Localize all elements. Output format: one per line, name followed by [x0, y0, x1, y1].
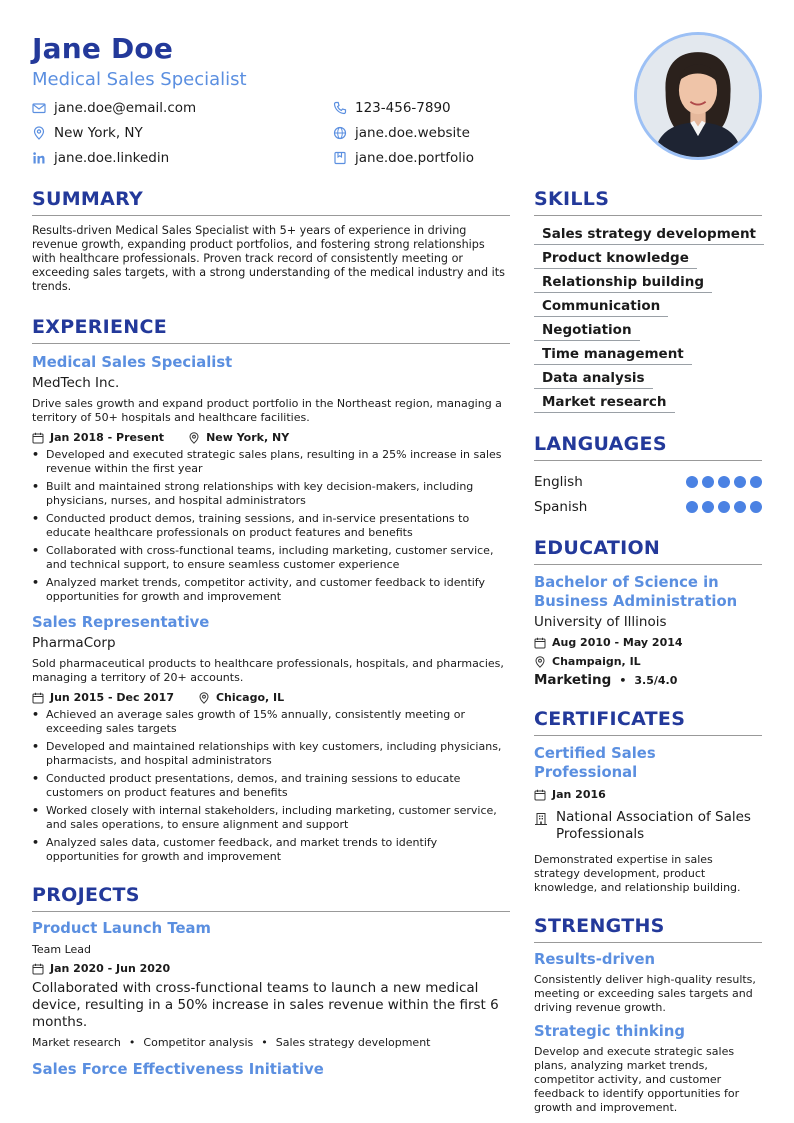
- languages-heading: LANGUAGES: [534, 433, 762, 461]
- education-section: [534, 537, 762, 688]
- proficiency-dot: [702, 476, 714, 488]
- school-name: University of Illinois: [534, 614, 667, 630]
- location-pin-icon: [534, 656, 546, 668]
- job-dates: Jan 2018 - Present: [50, 431, 165, 444]
- right-column: [534, 188, 762, 1115]
- projects-heading: PROJECTS: [32, 884, 510, 912]
- building-icon: [534, 812, 548, 826]
- contact-email[interactable]: [32, 100, 196, 116]
- certificates-heading: CERTIFICATES: [534, 708, 762, 736]
- certificates-section: [534, 708, 762, 895]
- globe-icon: [333, 126, 347, 140]
- job-meta: [32, 691, 510, 704]
- portfolio-icon: [333, 151, 347, 165]
- education-heading: EDUCATION: [534, 537, 762, 565]
- project-tag: Competitor analysis: [143, 1036, 254, 1049]
- job-company: MedTech Inc.: [32, 375, 120, 391]
- candidate-name: Jane Doe: [32, 32, 174, 65]
- language-row: [534, 469, 762, 494]
- proficiency-dot: [702, 501, 714, 513]
- skills-list: [534, 224, 762, 413]
- strength-entry: [534, 951, 762, 1015]
- strength-description: Develop and execute strategic sales plans, analyzing market trends, competitor activity, and customer feedback to identify opportunities for growth and improvement.: [534, 1045, 740, 1114]
- job-title: Sales Representative: [32, 614, 210, 631]
- location-pin-icon: [188, 432, 200, 444]
- skill-item: Sales strategy development: [534, 224, 764, 245]
- website-text: jane.doe.website: [355, 125, 470, 141]
- summary-text: Results-driven Medical Sales Specialist with 5+ years of experience in driving revenue growth, expanding product portfolios, and fostering strong relationships with healthcare professionals. Proven track record of consistently meeting or exceeding sales targets, with a strong understanding of the medical industry and its trends.: [32, 224, 505, 293]
- linkedin-icon: [32, 151, 46, 165]
- proficiency-dots: [686, 476, 762, 488]
- list-item: • Conducted product demos, training sessions, and in-service presentations to educate healthcare professionals on product features and benefits: [32, 512, 510, 540]
- languages-section: [534, 433, 762, 519]
- education-location-row: [534, 655, 762, 668]
- left-column: [32, 188, 510, 1078]
- skill-item: Communication: [534, 296, 668, 317]
- job-meta: [32, 431, 510, 444]
- project-tags: Market research • Competitor analysis • Sales strategy development: [32, 1036, 431, 1049]
- contact-phone[interactable]: [333, 100, 451, 116]
- candidate-title: Medical Sales Specialist: [32, 69, 247, 90]
- project-dates: Jan 2020 - Jun 2020: [50, 962, 171, 975]
- proficiency-dot: [750, 501, 762, 513]
- project-entry: [32, 920, 510, 1049]
- project-role: Team Lead: [32, 943, 91, 956]
- job-entry: [32, 354, 510, 604]
- projects-section: [32, 884, 510, 1078]
- proficiency-dot: [718, 476, 730, 488]
- phone-text: 123-456-7890: [355, 100, 451, 116]
- proficiency-dot: [750, 476, 762, 488]
- strength-description: Consistently deliver high-quality results, meeting or exceeding sales targets and driving revenue growth.: [534, 973, 756, 1014]
- project-description: Collaborated with cross-functional teams to launch a new medical device, resulting in a 50% increase in sales revenue within the first 6 months.: [32, 980, 499, 1030]
- project-tag: Market research: [32, 1036, 121, 1049]
- education-field: Marketing: [534, 672, 612, 688]
- list-item: • Worked closely with internal stakeholders, including marketing, customer service, and sales operations, to ensure alignment and support: [32, 804, 510, 832]
- project-title: Product Launch Team: [32, 920, 211, 937]
- calendar-icon: [32, 432, 44, 444]
- location-pin-icon: [32, 126, 46, 140]
- location-pin-icon: [198, 692, 210, 704]
- list-item: • Developed and executed strategic sales plans, resulting in a 25% increase in sales revenue within the first year: [32, 448, 510, 476]
- list-item: • Developed and maintained relationships with key customers, including physicians, pharmacists, and hospital administrators: [32, 740, 510, 768]
- phone-icon: [333, 101, 347, 115]
- skill-item: Negotiation: [534, 320, 640, 341]
- education-field-row: Marketing • 3.5/4.0: [534, 672, 678, 688]
- calendar-icon: [534, 789, 546, 801]
- certificate-date: Jan 2016: [552, 788, 606, 801]
- project-entry: [32, 1061, 510, 1078]
- project-meta: [32, 962, 510, 975]
- education-dates: Aug 2010 - May 2014: [552, 636, 683, 649]
- contact-linkedin[interactable]: [32, 150, 169, 166]
- strength-entry: [534, 1023, 762, 1115]
- job-location: New York, NY: [206, 431, 290, 444]
- education-location: Champaign, IL: [552, 655, 641, 668]
- skills-section: [534, 188, 762, 413]
- calendar-icon: [32, 692, 44, 704]
- strengths-section: [534, 915, 762, 1115]
- proficiency-dot: [734, 476, 746, 488]
- location-text: New York, NY: [54, 125, 143, 141]
- job-bullets: [32, 448, 510, 604]
- contact-portfolio[interactable]: [333, 150, 474, 166]
- mail-icon: [32, 101, 46, 115]
- profile-photo: [634, 32, 762, 160]
- skill-item: Market research: [534, 392, 675, 413]
- list-item: • Conducted product presentations, demos, and training sessions to educate customers on product features and benefits: [32, 772, 510, 800]
- language-row: [534, 494, 762, 519]
- calendar-icon: [32, 963, 44, 975]
- job-title: Medical Sales Specialist: [32, 354, 233, 371]
- list-item: • Achieved an average sales growth of 15% annually, consistently meeting or exceeding sales targets: [32, 708, 510, 736]
- degree-title: Bachelor of Science in Business Administration: [534, 574, 738, 610]
- job-description: Sold pharmaceutical products to healthcare professionals, hospitals, and pharmacies, managing a territory of 20+ accounts.: [32, 657, 504, 684]
- strength-title: Strategic thinking: [534, 1023, 685, 1040]
- project-tag: Sales strategy development: [275, 1036, 431, 1049]
- proficiency-dot: [686, 501, 698, 513]
- contact-location: [32, 125, 143, 141]
- proficiency-dots: [686, 501, 762, 513]
- language-name: Spanish: [534, 498, 588, 515]
- job-location: Chicago, IL: [215, 691, 285, 704]
- education-gpa: 3.5/4.0: [634, 673, 678, 687]
- job-bullets: [32, 708, 510, 864]
- certificate-issuer-row: [534, 809, 762, 843]
- certificate-issuer: National Association of Sales Professionals: [556, 809, 751, 842]
- portfolio-text: jane.doe.portfolio: [355, 150, 475, 166]
- list-item: • Collaborated with cross-functional teams, including marketing, customer service, and technical support, to ensure seamless customer experience: [32, 544, 510, 572]
- proficiency-dot: [718, 501, 730, 513]
- job-entry: [32, 614, 510, 864]
- certificate-description: Demonstrated expertise in sales strategy development, product knowledge, and relationship building.: [534, 853, 741, 894]
- contact-website[interactable]: [333, 125, 470, 141]
- job-description: Drive sales growth and expand product portfolio in the Northeast region, managing a territory of 50+ hospitals and healthcare facilities.: [32, 397, 502, 424]
- calendar-icon: [534, 637, 546, 649]
- proficiency-dot: [734, 501, 746, 513]
- experience-heading: EXPERIENCE: [32, 316, 510, 344]
- list-item: • Built and maintained strong relationships with key decision-makers, including physicians, nurses, and hospital administrators: [32, 480, 510, 508]
- project-title: Sales Force Effectiveness Initiative: [32, 1061, 324, 1078]
- strength-title: Results-driven: [534, 951, 656, 968]
- strengths-heading: STRENGTHS: [534, 915, 762, 943]
- email-text: jane.doe@email.com: [54, 100, 197, 116]
- education-dates-row: [534, 636, 762, 649]
- skill-item: Data analysis: [534, 368, 653, 389]
- language-name: English: [534, 473, 583, 490]
- list-item: • Analyzed sales data, customer feedback, and market trends to identify opportunities for growth and improvement: [32, 836, 510, 864]
- list-item: • Analyzed market trends, competitor activity, and customer feedback to identify opportunities for growth and improvement: [32, 576, 510, 604]
- proficiency-dot: [686, 476, 698, 488]
- certificate-date-row: [534, 788, 762, 801]
- experience-section: [32, 316, 510, 864]
- job-dates: Jun 2015 - Dec 2017: [50, 691, 174, 704]
- skill-item: Time management: [534, 344, 692, 365]
- certificate-title: Certified Sales Professional: [534, 745, 656, 781]
- skill-item: Product knowledge: [534, 248, 697, 269]
- skill-item: Relationship building: [534, 272, 712, 293]
- job-company: PharmaCorp: [32, 635, 116, 651]
- linkedin-text: jane.doe.linkedin: [54, 150, 170, 166]
- summary-section: [32, 188, 510, 294]
- skills-heading: SKILLS: [534, 188, 762, 216]
- summary-heading: SUMMARY: [32, 188, 510, 216]
